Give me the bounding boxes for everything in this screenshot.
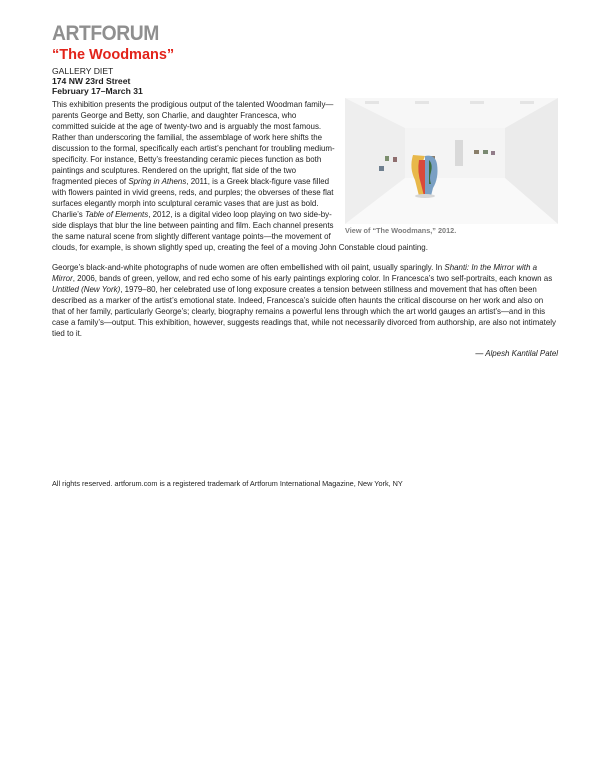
article-paragraph: George’s black-and-white photographs of nude women are often embellished with oil paint, usually sparingly. In Shanti: In the Mirror with a Mirror, 2006, bands of green, yellow, and red echo some of his early paintings exploring color. In Francesca’s two self-portraits, each known as Untitled (New York), 1979–80, her celebrated use of long exposure creates a tension between stillness and movement that has often been described as a marker of the artist’s emotional state. Indeed, Francesca’s suicide often haunts the critical discourse on her work and also on that of her family, particularly George’s; clearly, biography remains a powerful lens through which the art world gauges an artist’s—and in this case a family’s—output. This exhibition, however, suggests readings that, while not necessarily divorced from authorship, are also not intimately tied to it. bbox=[52, 262, 556, 338]
author-signature: — Alpesh Kantilal Patel bbox=[475, 348, 558, 358]
page-title: “The Woodmans” bbox=[52, 47, 175, 63]
exhibition-meta bbox=[52, 66, 558, 97]
artwork-title: Spring in Athens bbox=[128, 176, 187, 186]
artwork-title: Shanti: In the Mirror with a Mirror bbox=[52, 262, 538, 283]
exhibition-figure bbox=[345, 98, 558, 236]
venue-address: 174 NW 23rd Street bbox=[52, 76, 131, 87]
article-body bbox=[52, 99, 558, 359]
article-page bbox=[52, 22, 558, 359]
gallery-installation-photo bbox=[345, 98, 558, 224]
artwork-title: Table of Elements bbox=[84, 209, 149, 219]
article-paragraph: This exhibition presents the prodigious output of the talented Woodman family—parents George and Betty, son Charlie, and daughter Francesca, who committed suicide at the age of twenty-two and is arguably the most famous. Rather than underscoring the familial, the assemblage of work here shifts the discussion to the formal, specifically each artist’s penchant for troubling medium-specificity. For instance, Betty’s freestanding ceramic pieces function as both paintings and sculptures. Rendered on the upright, flat side of the two fragmented pieces of Spring in Athens, 2011, is a Greek black-figure vase filled with flowers painted in vivid greens, reds, and purples; the obverses of these flat surfaces elegantly morph into sculptural ceramic vases that are just as bold. Charlie’s Table of Elements, 2012, is a digital video loop playing on two side-by-side displays that blur the line between painting and film. Each channel presents the same natural scene from slightly different vantage points—the movement of clouds, for example, is shown slightly sped up, creating the feel of a moving John Constable cloud painting. bbox=[52, 99, 428, 252]
artwork-title: Untitled (New York) bbox=[52, 284, 121, 294]
exhibition-dates: February 17–March 31 bbox=[52, 86, 143, 97]
venue-name: GALLERY DIET bbox=[52, 66, 114, 76]
copyright-footer: All rights reserved. artforum.com is a registered trademark of Artforum International Magazine, New York, NY bbox=[52, 479, 403, 488]
artforum-logo[interactable]: ARTFORUM bbox=[52, 22, 159, 45]
figure-caption: View of “The Woodmans,” 2012. bbox=[345, 225, 457, 235]
